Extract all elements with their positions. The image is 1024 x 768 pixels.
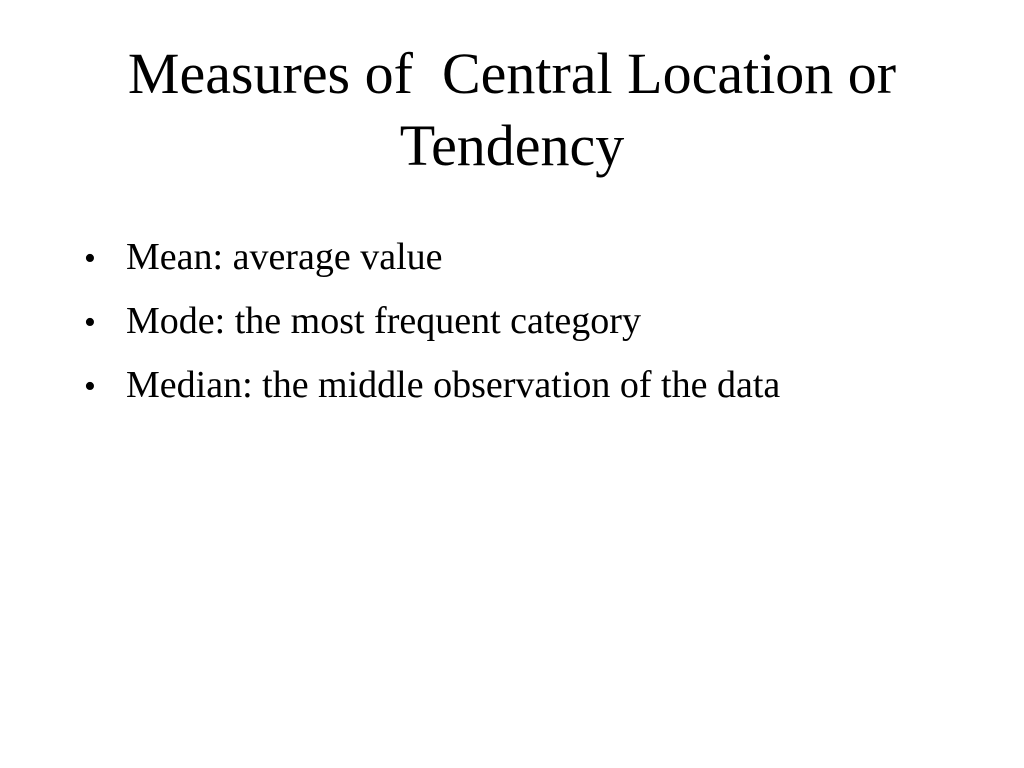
list-item bbox=[84, 228, 984, 292]
bullet-icon: • bbox=[84, 368, 96, 405]
list-item bbox=[84, 292, 984, 356]
bullet-text-mean: Mean: average value bbox=[126, 236, 443, 278]
bullet-list bbox=[84, 228, 984, 420]
bullet-icon: • bbox=[84, 304, 96, 341]
list-item bbox=[84, 356, 984, 420]
slide-title: Measures of Central Location or Tendency bbox=[127, 41, 910, 178]
bullet-icon: • bbox=[84, 240, 96, 277]
bullet-text-median: Median: the middle observation of the data bbox=[126, 364, 781, 406]
bullet-text-mode: Mode: the most frequent category bbox=[126, 300, 641, 342]
